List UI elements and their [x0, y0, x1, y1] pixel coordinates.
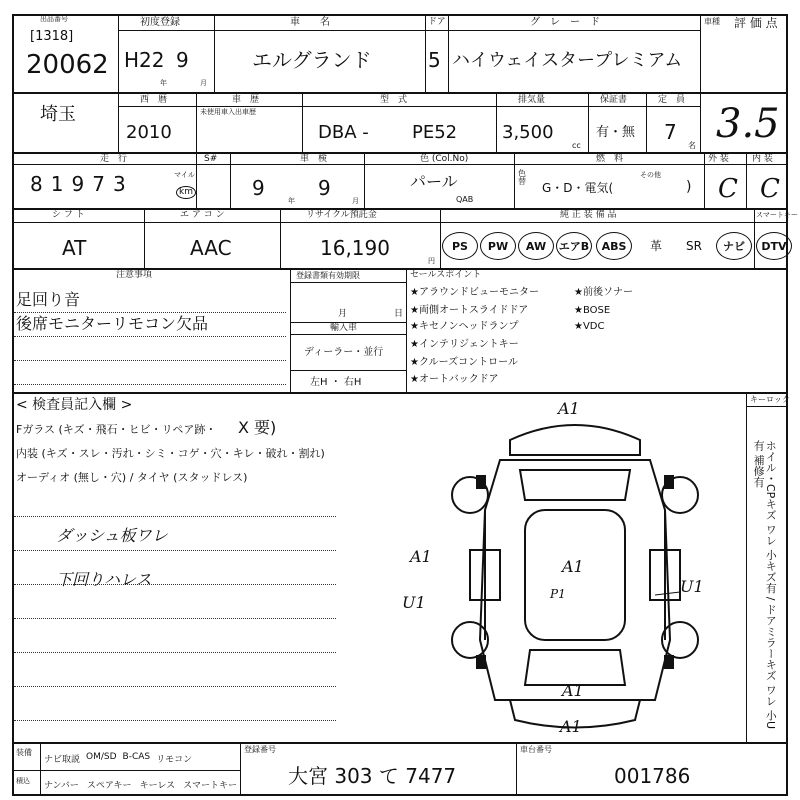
damage-mark: A1 — [562, 681, 584, 700]
region: 埼玉 — [40, 104, 76, 125]
footer-item: ナビ取説 — [44, 755, 81, 765]
interior-grade: C — [760, 174, 780, 204]
model-code: PE52 — [412, 122, 458, 143]
docs-expiry-label: 登録書類有効期限 — [296, 271, 360, 280]
ac: AAC — [190, 236, 232, 260]
score-value: 3.5 — [716, 101, 780, 147]
equip-airbag: エアB — [556, 232, 592, 260]
color: パール — [410, 172, 458, 191]
damage-mark: A1 — [560, 717, 582, 736]
cc-unit: cc — [572, 141, 581, 150]
grade-label: グ レ ー ド — [530, 17, 600, 28]
sales-point: ★両側オートスライドドア — [410, 305, 529, 316]
footer-item: ナンバー — [44, 781, 79, 791]
equip-sr: SR — [686, 239, 702, 253]
fuel-other: その他 — [640, 171, 661, 179]
warranty: 有・無 — [596, 125, 636, 140]
recycle-amount: 16,190 — [320, 236, 390, 260]
sales-point: ★オートバックドア — [410, 374, 499, 385]
equip-ps: PS — [442, 232, 478, 260]
damage-mark: U1 — [680, 577, 704, 596]
equip-dtv: DTV — [756, 232, 792, 260]
color-label: 色 (Col.No) — [420, 154, 469, 164]
sales-point: ★前後ソナー — [574, 287, 633, 298]
inspection-month-unit: 月 — [352, 197, 359, 205]
lot-label: 出品番号 — [40, 15, 68, 23]
first-reg-month: 9 — [176, 48, 189, 72]
warranty-label: 保証書 — [600, 95, 628, 105]
key-lock-label: キーロック — [750, 395, 790, 404]
inspection-year: 9 — [252, 176, 265, 200]
lot-number: 20062 — [26, 50, 109, 80]
shift-label: シ フ ト — [52, 210, 85, 220]
displacement-label: 排気量 — [518, 95, 546, 105]
registration-label: 登録番号 — [244, 745, 276, 754]
damage-mark: A1 — [562, 557, 584, 576]
seireki-label: 西 暦 — [140, 95, 168, 105]
month-unit: 月 — [200, 79, 207, 87]
car-type-label: 車種 — [704, 17, 720, 26]
first-reg-label: 初度登録 — [140, 17, 180, 28]
equip-leather: 革 — [650, 239, 663, 253]
capacity: 7 — [664, 120, 677, 144]
mileage-digit: 3 — [112, 172, 126, 196]
footer-item: キーレス — [139, 781, 176, 791]
sales-point: ★アラウンドビューモニター — [410, 287, 539, 298]
side-damage-legend: ホイル・CPキズ ワレ 小キズ有 / ドアミラーキズ ワレ 小U有 補修有 — [752, 440, 778, 730]
inspector-line-interior: 内装 (キズ・スレ・汚れ・シミ・コゲ・穴・キレ・破れ・割れ) — [16, 447, 325, 460]
footer-load-label: 積込 — [16, 777, 30, 785]
inspector-line-audio: オーディオ (無し・穴) / タイヤ (スタッドレス) — [16, 471, 248, 484]
first-reg-era: H22 — [124, 48, 165, 72]
sales-point: ★インテリジェントキー — [410, 339, 519, 350]
footer-item: スマートキー — [183, 781, 237, 791]
smart-key-label: スマートキー — [756, 211, 798, 219]
seireki: 2010 — [126, 122, 172, 143]
sales-point: ★クルーズコントロール — [410, 357, 518, 368]
note-line: 後席モニターリモコン欠品 — [16, 314, 209, 333]
model-prefix: DBA - — [318, 122, 369, 143]
handwritten-note: ダッシュ板ワレ — [56, 526, 168, 545]
equip-pw: PW — [480, 232, 516, 260]
mile-unit: マイル — [174, 171, 195, 179]
shift: AT — [62, 236, 87, 260]
color-code: QAB — [456, 195, 474, 204]
mileage-digit: 8 — [30, 172, 43, 196]
equip-navi: ナビ — [716, 232, 752, 260]
inspection-label: 車 検 — [300, 154, 328, 164]
recycle-label: リサイクル預託金 — [306, 210, 377, 220]
lot-small: [1318] — [30, 29, 74, 44]
door-label: ドア — [428, 17, 446, 27]
docs-month: 月 — [338, 309, 348, 319]
damage-mark: A1 — [558, 399, 580, 418]
import-handle: 左H ・ 右H — [310, 377, 362, 388]
inspection-month: 9 — [318, 176, 331, 200]
color-change-label: 色替 — [518, 169, 526, 186]
inspection-year-unit: 年 — [288, 197, 295, 205]
capacity-unit: 名 — [688, 141, 696, 150]
notes-label: 注意事項 — [116, 270, 153, 280]
inspector-title: < 検査員記入欄 > — [16, 397, 133, 413]
equip-aw: AW — [518, 232, 554, 260]
sales-point: ★VDC — [574, 321, 605, 332]
exterior-label: 外 装 — [708, 154, 729, 164]
equip-abs: ABS — [596, 232, 632, 260]
door-count: 5 — [428, 48, 441, 72]
registration-number: 大宮 303 て 7477 — [288, 764, 457, 788]
ac-label: エ ア コ ン — [180, 210, 225, 220]
shaleki-note: 未使用車入出車歴 — [200, 108, 256, 116]
exterior-grade: C — [718, 174, 738, 204]
model-label: 型 式 — [380, 95, 408, 105]
car-name: エルグランド — [252, 48, 372, 72]
sales-point: ★BOSE — [574, 305, 611, 316]
chassis-number: 001786 — [614, 764, 691, 788]
footer-item: スペアキー — [86, 781, 132, 791]
footer-items-row2 — [44, 778, 237, 791]
handwritten-note: 下回りハレス — [56, 570, 152, 589]
fuel-label: 燃 料 — [596, 154, 624, 164]
car-name-label: 車 名 — [290, 17, 330, 28]
fuel-close: ) — [686, 179, 692, 195]
score-label: 評 価 点 — [734, 16, 778, 30]
year-unit: 年 — [160, 79, 167, 87]
inspector-glass-x: X 要) — [238, 418, 277, 437]
damage-mark: P1 — [550, 587, 566, 601]
shaleki-label: 車 歴 — [232, 95, 260, 105]
import-label: 輸入車 — [330, 323, 358, 333]
sales-points-label: セールスポイント — [410, 270, 482, 280]
footer-items-row1 — [44, 752, 192, 765]
mileage-digits — [30, 172, 170, 202]
mileage-digit: 7 — [92, 172, 105, 196]
s-label: S# — [204, 154, 218, 164]
car-damage-diagram — [402, 399, 710, 740]
mileage-label: 走 行 — [100, 154, 128, 164]
equipment-label: 純 正 装 備 品 — [560, 210, 617, 220]
footer-equip-label: 装備 — [16, 748, 32, 757]
import-dealer: ディーラー・並行 — [304, 347, 384, 358]
sales-point: ★キセノンヘッドランプ — [410, 321, 519, 332]
docs-day: 日 — [394, 309, 404, 319]
footer-item: B-CAS — [122, 752, 151, 762]
inspector-line-glass: Fガラス (キズ・飛石・ヒビ・リペア跡・ — [16, 423, 217, 436]
note-line: 足回り音 — [16, 290, 81, 309]
mileage-digit: 9 — [71, 172, 85, 196]
capacity-label: 定 員 — [658, 95, 686, 105]
mileage-digit: 1 — [50, 172, 64, 196]
footer-item: OM/SD — [86, 752, 117, 762]
chassis-label: 車台番号 — [520, 745, 552, 754]
km-unit: km — [176, 186, 196, 199]
interior-label: 内 装 — [752, 154, 773, 164]
damage-mark: A1 — [410, 547, 432, 566]
yen-unit: 円 — [428, 257, 435, 265]
grade: ハイウェイスタープレミアム — [452, 50, 683, 71]
fuel: G・D・電気( — [542, 181, 614, 195]
displacement: 3,500 — [502, 122, 554, 143]
footer-item: リモコン — [156, 755, 193, 765]
damage-mark: U1 — [402, 593, 426, 612]
